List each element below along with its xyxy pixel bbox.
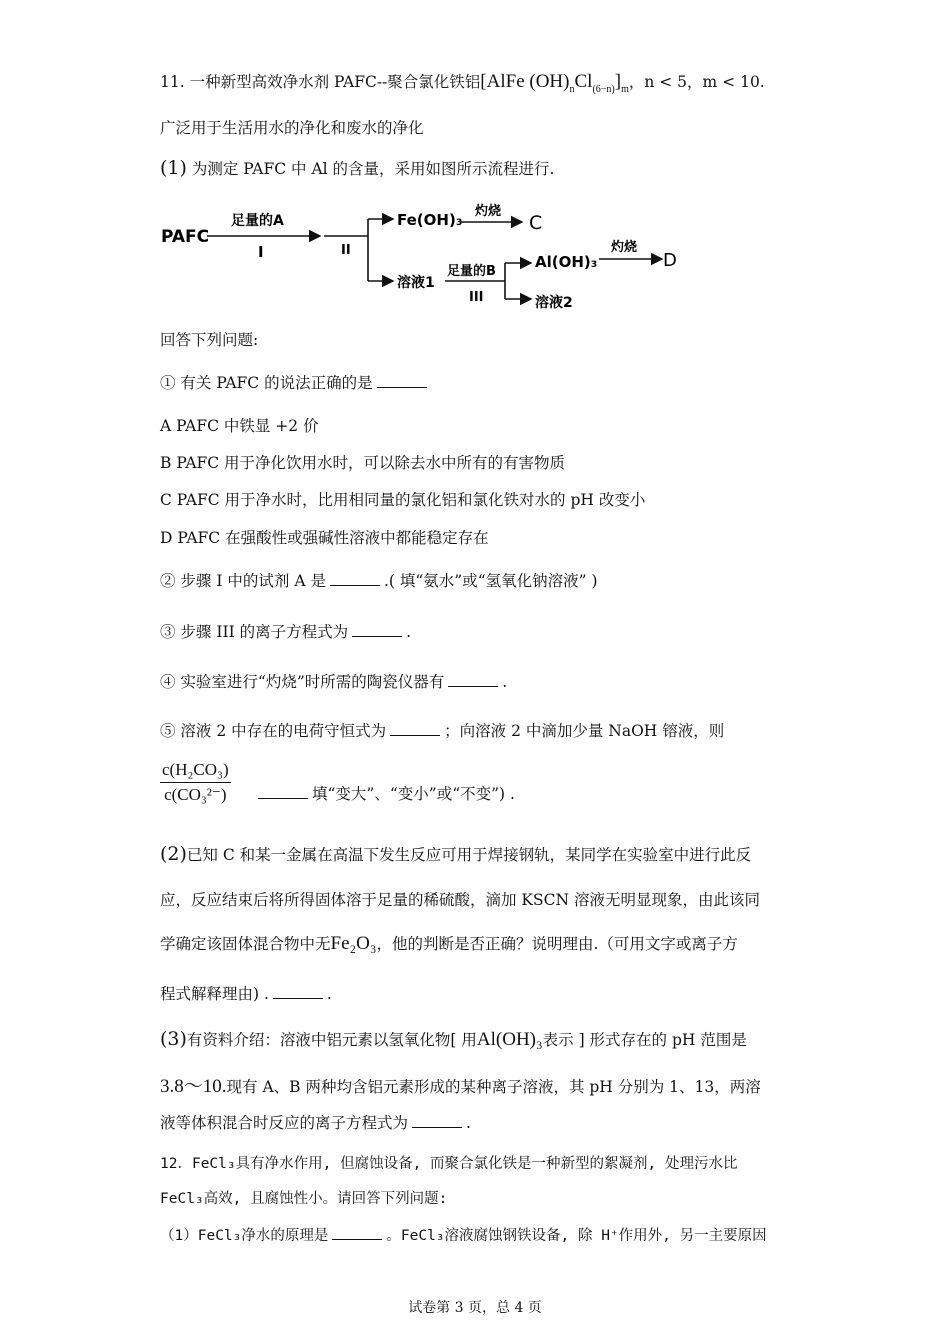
part2-line1: (2)已知 C 和某一金属在高温下发生反应可用于焊接钢轨，某同学在实验室中进行此反 xyxy=(160,843,752,865)
flow-burn1: 灼烧 xyxy=(475,204,502,219)
answer-blank[interactable] xyxy=(258,797,308,799)
answer-blank[interactable] xyxy=(390,734,440,736)
sub-question-4: ④ 实验室进行“灼烧”时所需的陶瓷仪器有 . xyxy=(160,673,508,691)
flow-step2: II xyxy=(341,243,351,258)
answer-blank[interactable] xyxy=(377,386,427,388)
q12-line2: FeCl₃高效, 且腐蚀性小。请回答下列问题: xyxy=(160,1191,448,1207)
option-c: C PAFC 用于净水时，比用相同量的氯化铝和氯化铁对水的 pH 改变小 xyxy=(160,491,646,509)
option-b: B PAFC 用于净化饮用水时，可以除去水中所有的有害物质 xyxy=(160,454,566,472)
answer-blank[interactable] xyxy=(448,685,498,687)
part3-line1: (3)有资料介绍：溶液中铝元素以氢氧化物[ 用Al(OH)₃表示 ] 形式存在的 pH 范围是 xyxy=(160,1028,747,1050)
part2-line3: 学确定该固体混合物中无Fe₂O₃，他的判断是否正确？说明理由.（可用文字或离子方 xyxy=(160,933,738,954)
flow-burn2: 灼烧 xyxy=(611,240,638,255)
flow-solution1: 溶液1 xyxy=(397,275,435,291)
flow-reagent-a: 足量的A xyxy=(231,213,284,229)
concentration-fraction xyxy=(160,760,231,805)
flow-aloh3: Al(OH)₃ xyxy=(535,253,598,271)
part2-line4: 程式解释理由) . . xyxy=(160,985,332,1003)
sub-question-3: ③ 步骤 III 的离子方程式为 . xyxy=(160,623,412,641)
q11-stem-formula: [AlFe $(OH)_nCl_{(6-n)}]_m$ xyxy=(480,71,629,95)
q11-stem-prefix: 11. 一种新型高效净水剂 PAFC--聚合氯化铁铝 xyxy=(160,73,481,91)
answer-blank[interactable] xyxy=(352,635,402,637)
flow-diagram xyxy=(155,195,695,320)
flow-step1: I xyxy=(258,243,264,261)
part2-line2: 应，反应结束后将所得固体溶于足量的稀硫酸，滴加 KSCN 溶液无明显现象，由此该同 xyxy=(160,891,760,909)
answer-prompt: 回答下列问题: xyxy=(160,331,259,349)
flow-pafc: PAFC xyxy=(161,227,210,247)
flow-reagent-b: 足量的B xyxy=(447,264,496,279)
flow-feoh3: Fe(OH)₃ xyxy=(397,211,463,229)
answer-blank[interactable] xyxy=(332,1238,382,1240)
fraction-denominator: c(CO₃²⁻) xyxy=(164,785,227,804)
sub-question-2: ② 步骤 I 中的试剂 A 是 .( 填“氨水”或“氢氧化钠溶液” ) xyxy=(160,572,598,590)
fraction-numerator: c(H₂CO₃) xyxy=(160,760,231,783)
q12-line1: 12．FeCl₃具有净水作用, 但腐蚀设备, 而聚合氯化铁是一种新型的絮凝剂, 处理污水比 xyxy=(160,1156,738,1172)
q11-stem-line2: 广泛用于生活用水的净化和废水的净化 xyxy=(160,119,424,137)
option-a: A PAFC 中铁显 +2 价 xyxy=(160,417,319,435)
page-footer: 试卷第 3 页，总 4 页 xyxy=(408,1300,542,1316)
fraction-tail: 填“变大”、“变小”或“不变”) . xyxy=(258,782,515,804)
q11-stem-condition: ，n < 5，m < 10. xyxy=(628,73,765,91)
q11-stem-line1 xyxy=(160,70,765,95)
answer-blank[interactable] xyxy=(330,584,380,586)
sub-question-5: ⑤ 溶液 2 中存在的电荷守恒式为 ；向溶液 2 中滴加少量 NaOH 镕液，则 xyxy=(160,722,725,740)
flow-solution2: 溶液2 xyxy=(535,295,573,311)
answer-blank[interactable] xyxy=(412,1126,462,1128)
flow-c: C xyxy=(529,212,543,234)
part3-line2: 3.8～10.现有 A、B 两种均含铝元素形成的某种离子溶液，其 pH 分别为 1、13，两溶 xyxy=(160,1076,761,1097)
answer-blank[interactable] xyxy=(273,997,323,999)
q12-line3: （1）FeCl₃净水的原理是 。FeCl₃溶液腐蚀钢铁设备, 除 H⁺作用外, 另一主要原因 xyxy=(160,1228,767,1244)
flow-d: D xyxy=(663,250,677,271)
q11-part1-intro: (1) 为测定 PAFC 中 Al 的含量，采用如图所示流程进行. xyxy=(160,157,555,179)
sub-question-1: ① 有关 PAFC 的说法正确的是 xyxy=(160,371,431,393)
flow-step3: III xyxy=(469,290,484,305)
part3-line3: 液等体积混合时反应的离子方程式为 . xyxy=(160,1114,471,1132)
option-d: D PAFC 在强酸性或强碱性溶液中都能稳定存在 xyxy=(160,529,489,547)
